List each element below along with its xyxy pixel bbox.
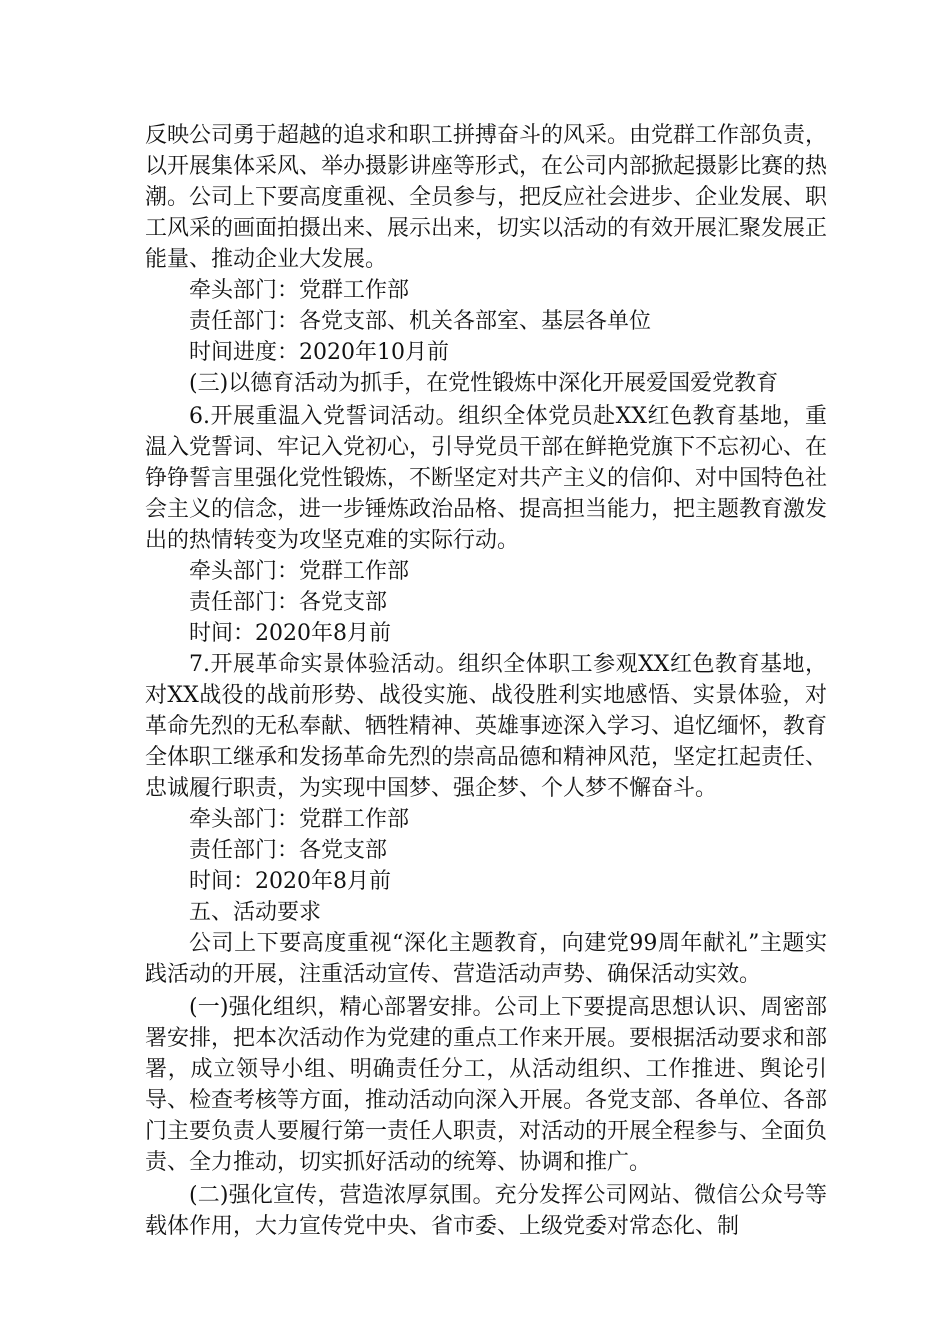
paragraph-photo-contest: 反映公司勇于超越的追求和职工拼搏奋斗的风采。由党群工作部负责，以开展集体采风、举办摄影讲座等形式，在公司内部掀起摄影比赛的热潮。公司上下要高度重视、全员参与，把反应社会进步、企业发展、职工风采的画面拍摄出来、展示出来，切实以活动的有效开展汇聚发展正能量、推动企业大发展。 <box>145 123 828 272</box>
lead-dept-line: 牵头部门：党群工作部 <box>189 559 410 584</box>
responsible-dept-line: 责任部门：各党支部 <box>189 838 388 863</box>
lead-dept-line: 牵头部门：党群工作部 <box>189 807 410 832</box>
responsible-dept-line: 责任部门：各党支部、机关各部室、基层各单位 <box>189 309 652 334</box>
paragraph-item-6: 6.开展重温入党誓词活动。组织全体党员赴XX红色教育基地，重温入党誓词、牢记入党初心，引导党员干部在鲜艳党旗下不忘初心、在铮铮誓言里强化党性锻炼，不断坚定对共产主义的信仰、对中国特色社会主义的信念，进一步锤炼政治品格、提高担当能力，把主题教育激发出的热情转变为攻坚克难的实际行动。 <box>145 404 828 553</box>
paragraph-requirements-intro: 公司上下要高度重视“深化主题教育，向建党99周年献礼”主题实践活动的开展，注重活动宣传、营造活动声势、确保活动实效。 <box>145 931 827 987</box>
paragraph-requirement-2: (二)强化宣传，营造浓厚氛围。充分发挥公司网站、微信公众号等载体作用，大力宣传党中央、省市委、上级党委对常态化、制 <box>145 1183 827 1239</box>
time-line: 时间：2020年8月前 <box>189 621 391 646</box>
lead-dept-line: 牵头部门：党群工作部 <box>189 278 410 303</box>
responsible-dept-line: 责任部门：各党支部 <box>189 590 388 615</box>
schedule-line: 时间进度：2020年10月前 <box>189 340 449 365</box>
time-line: 时间：2020年8月前 <box>189 869 391 894</box>
section-heading-5: 五、活动要求 <box>189 900 322 925</box>
paragraph-item-7: 7.开展革命实景体验活动。组织全体职工参观XX红色教育基地，对XX战役的战前形势、战役实施、战役胜利实地感悟、实景体验，对革命先烈的无私奉献、牺牲精神、英雄事迹深入学习、追忆缅怀，教育全体职工继承和发扬革命先烈的崇高品德和精神风范，坚定扛起责任、忠诚履行职责，为实现中国梦、强企梦、个人梦不懈奋斗。 <box>145 652 828 801</box>
paragraph-requirement-1: (一)强化组织，精心部署安排。公司上下要提高思想认识、周密部署安排，把本次活动作为党建的重点工作来开展。要根据活动要求和部署，成立领导小组、明确责任分工，从活动组织、工作推进、舆论引导、检查考核等方面，推动活动向深入开展。各党支部、各单位、各部门主要负责人要履行第一责任人职责，对活动的开展全程参与、全面负责、全力推动，切实抓好活动的统筹、协调和推广。 <box>145 995 828 1175</box>
section-heading-3: (三)以德育活动为抓手，在党性锻炼中深化开展爱国爱党教育 <box>189 371 779 396</box>
document-page <box>145 120 827 1242</box>
